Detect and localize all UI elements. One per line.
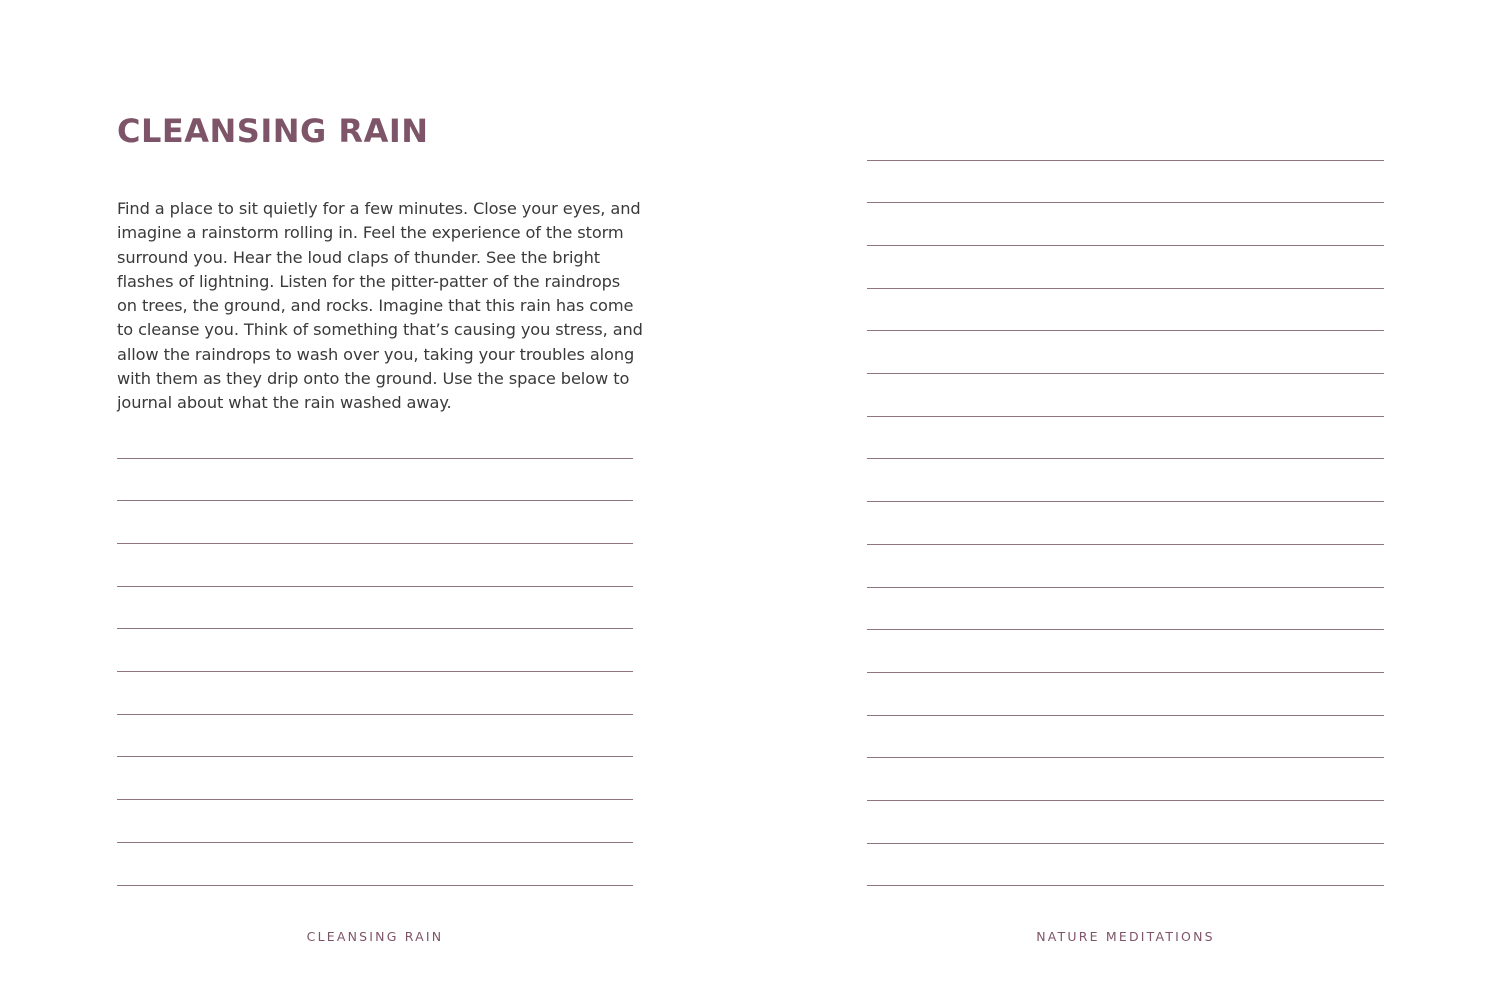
page-title: CLEANSING RAIN xyxy=(117,112,429,150)
journal-line[interactable] xyxy=(867,416,1384,417)
instructions-paragraph xyxy=(117,197,643,416)
journal-line[interactable] xyxy=(867,202,1384,203)
paragraph-line: on trees, the ground, and rocks. Imagine that this rain has come xyxy=(117,296,634,316)
journal-line[interactable] xyxy=(867,885,1384,886)
journal-line[interactable] xyxy=(867,843,1384,844)
journal-line[interactable] xyxy=(867,160,1384,161)
journal-line[interactable] xyxy=(117,799,633,800)
journal-line[interactable] xyxy=(867,330,1384,331)
journal-line[interactable] xyxy=(867,245,1384,246)
paragraph-line: journal about what the rain washed away. xyxy=(117,393,452,413)
journal-line[interactable] xyxy=(117,543,633,544)
journal-line[interactable] xyxy=(117,671,633,672)
left-page xyxy=(117,0,643,1003)
footer-book-title: NATURE MEDITATIONS xyxy=(1036,929,1215,944)
right-page xyxy=(867,0,1384,1003)
paragraph-line: to cleanse you. Think of something that’s causing you stress, and xyxy=(117,320,643,340)
paragraph-line: allow the raindrops to wash over you, taking your troubles along xyxy=(117,344,635,364)
journal-line[interactable] xyxy=(117,500,633,501)
paragraph-line: flashes of lightning. Listen for the pitter-patter of the raindrops xyxy=(117,271,621,291)
journal-line[interactable] xyxy=(867,501,1384,502)
paragraph-line: surround you. Hear the loud claps of thunder. See the bright xyxy=(117,247,600,267)
journal-line[interactable] xyxy=(117,842,633,843)
journal-line[interactable] xyxy=(117,586,633,587)
journal-line[interactable] xyxy=(117,885,633,886)
journal-line[interactable] xyxy=(867,587,1384,588)
journal-line[interactable] xyxy=(117,458,633,459)
journal-line[interactable] xyxy=(867,544,1384,545)
journal-line[interactable] xyxy=(867,629,1384,630)
journal-line[interactable] xyxy=(867,288,1384,289)
journal-line[interactable] xyxy=(867,715,1384,716)
paragraph-line: imagine a rainstorm rolling in. Feel the experience of the storm xyxy=(117,223,624,243)
journal-line[interactable] xyxy=(867,757,1384,758)
paragraph-line: with them as they drip onto the ground. Use the space below to xyxy=(117,369,630,389)
paragraph-line: Find a place to sit quietly for a few minutes. Close your eyes, and xyxy=(117,199,641,218)
journal-line[interactable] xyxy=(117,714,633,715)
journal-line[interactable] xyxy=(117,756,633,757)
journal-line[interactable] xyxy=(117,628,633,629)
footer-running-head: CLEANSING RAIN xyxy=(306,929,444,944)
journal-line[interactable] xyxy=(867,373,1384,374)
journal-line[interactable] xyxy=(867,458,1384,459)
journal-line[interactable] xyxy=(867,800,1384,801)
journal-line[interactable] xyxy=(867,672,1384,673)
